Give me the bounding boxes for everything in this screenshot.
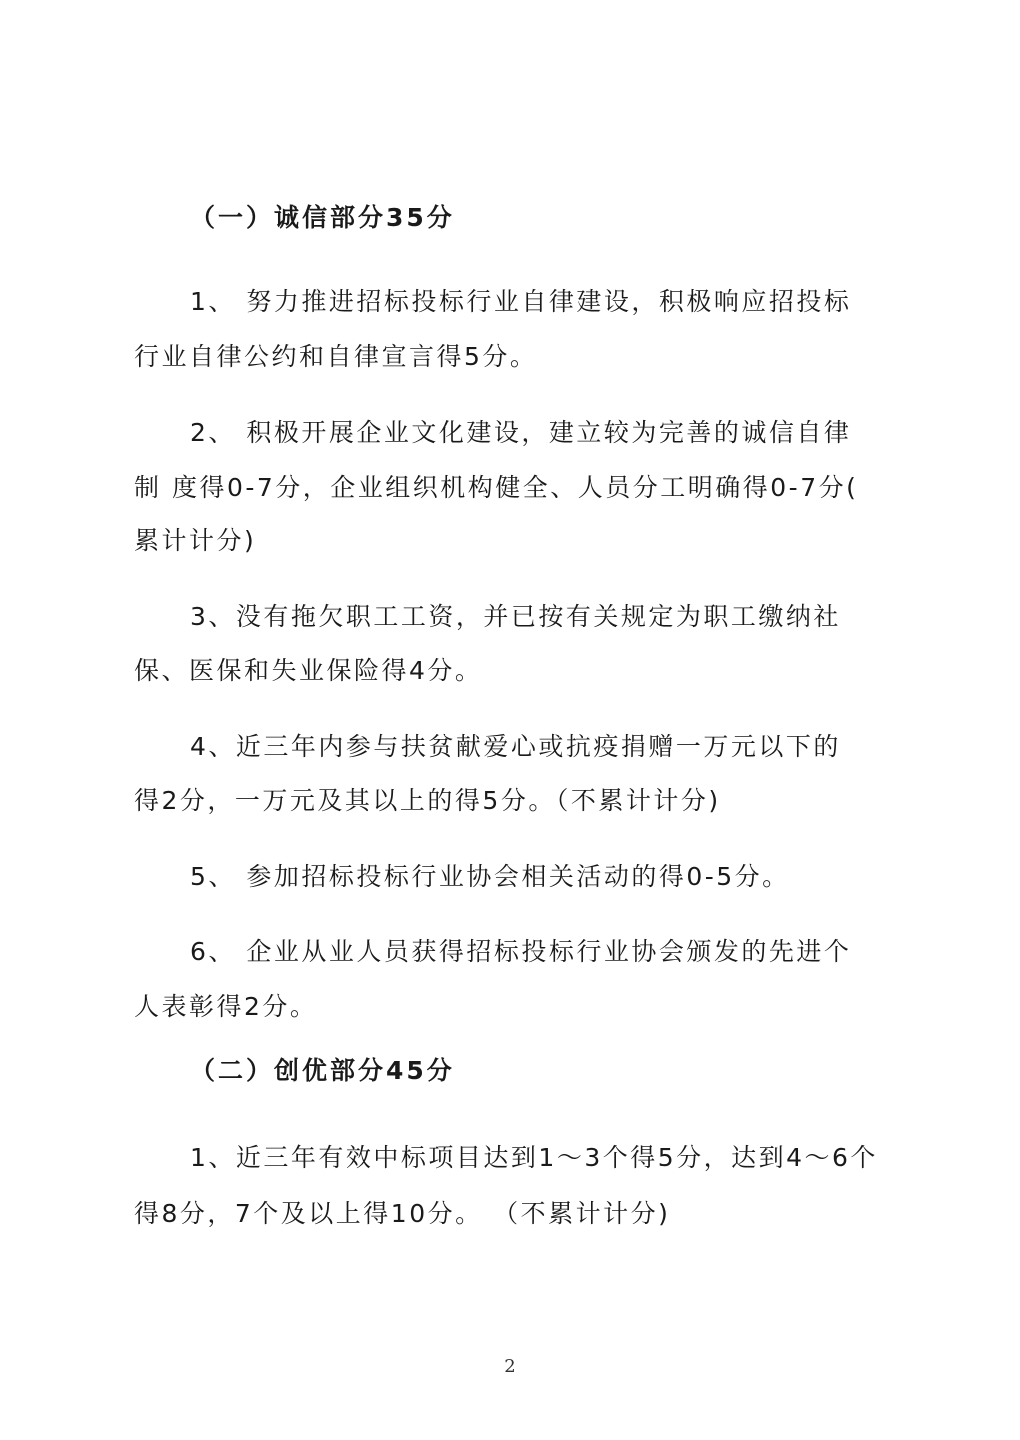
paragraph-line: 得2分，一万元及其以上的得5分。（不累计计分) xyxy=(134,786,721,815)
paragraph-line: 制 度得0-7分，企业组织机构健全、人员分工明确得0-7分( xyxy=(134,473,859,502)
paragraph-line: 3、没有拖欠职工工资，并已按有关规定为职工缴纳社 xyxy=(190,602,841,631)
page-number: 2 xyxy=(504,1356,516,1377)
section-heading-integrity: （一）诚信部分35分 xyxy=(190,203,455,232)
paragraph-line: 人表彰得2分。 xyxy=(134,992,318,1021)
section-heading-excellence: （二）创优部分45分 xyxy=(190,1056,455,1085)
paragraph-line: 2、 积极开展企业文化建设，建立较为完善的诚信自律 xyxy=(190,418,852,447)
paragraph-line: 保、医保和失业保险得4分。 xyxy=(134,656,483,685)
paragraph-line: 行业自律公约和自律宣言得5分。 xyxy=(134,342,538,371)
paragraph-line: 1、近三年有效中标项目达到1～3个得5分，达到4～6个 xyxy=(190,1143,878,1172)
paragraph-line: 5、 参加招标投标行业协会相关活动的得0-5分。 xyxy=(190,862,790,891)
paragraph-line: 4、近三年内参与扶贫献爱心或抗疫捐赠一万元以下的 xyxy=(190,732,841,761)
paragraph-line: 1、 努力推进招标投标行业自律建设，积极响应招投标 xyxy=(190,287,852,316)
paragraph-line: 6、 企业从业人员获得招标投标行业协会颁发的先进个 xyxy=(190,937,852,966)
paragraph-line: 得8分，7个及以上得10分。 （不累计计分) xyxy=(134,1199,671,1228)
paragraph-line: 累计计分) xyxy=(134,526,257,555)
